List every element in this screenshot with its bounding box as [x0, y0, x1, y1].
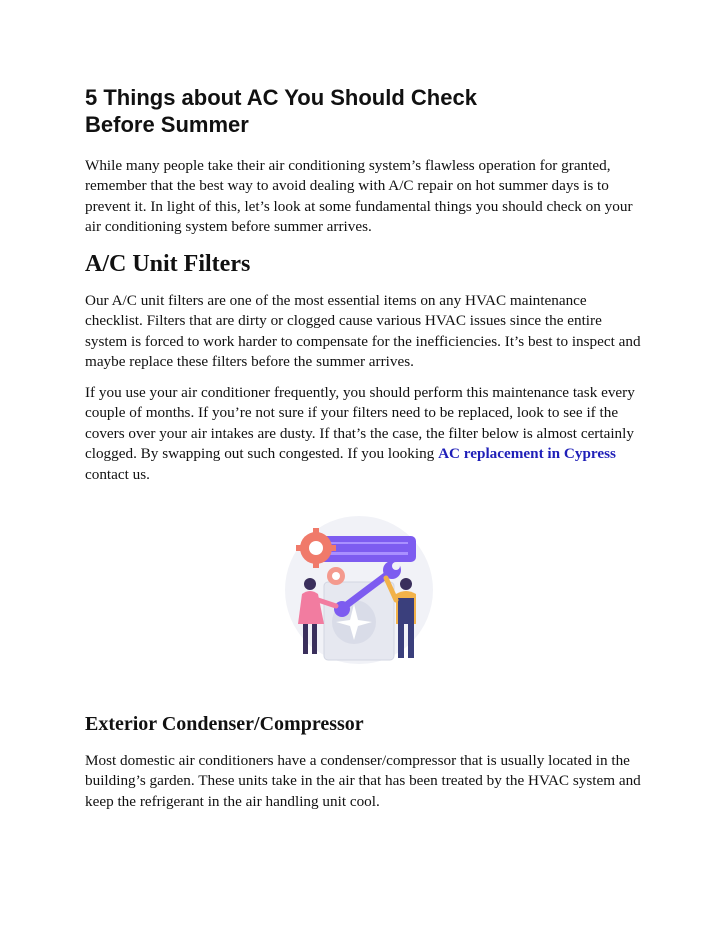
section-heading-filters: A/C Unit Filters — [85, 251, 251, 277]
title-line-2: Before Summer — [85, 112, 249, 137]
filters-paragraph-2 — [85, 383, 645, 485]
filters-paragraph-2-text: If you use your air conditioner frequently, you should perform this maintenance task every couple of months. If you’re not sure if your filters need to be replaced, look to see if the covers over your air intakes are dusty. If that’s the case, the filter below is almost certainly clogged. By swapping out such congested. If you looking — [85, 384, 635, 463]
condenser-paragraph-1: Most domestic air conditioners have a condenser/compressor that is usually located in the building’s garden. These units take in the air that has been treated by the HVAC system and keep the refrigerant in the air handling unit cool. — [85, 752, 641, 810]
filters-paragraph-1: Our A/C unit filters are one of the most essential items on any HVAC maintenance checklist. Filters that are dirty or clogged cause various HVAC issues since the entire system is forced to work harder to compensate for the inefficiencies. It’s best to inspect and maybe replace these filters before the summer arrives. — [85, 292, 641, 371]
title-line-1: 5 Things about AC You Should Check — [85, 85, 477, 110]
filters-paragraph-2-end: contact us. — [85, 465, 150, 483]
section-heading-condenser: Exterior Condenser/Compressor — [85, 713, 364, 735]
page-title — [85, 84, 645, 138]
ac-replacement-link[interactable]: AC replacement in Cypress — [438, 445, 616, 463]
ac-repair-illustration-icon — [284, 512, 434, 672]
intro-paragraph: While many people take their air conditioning system’s flawless operation for granted, remember that the best way to avoid dealing with A/C repair on hot summer days is to prevent it. In light of this, let’s look at some fundamental things you should check on your air conditioning system before summer arrives. — [85, 157, 633, 236]
